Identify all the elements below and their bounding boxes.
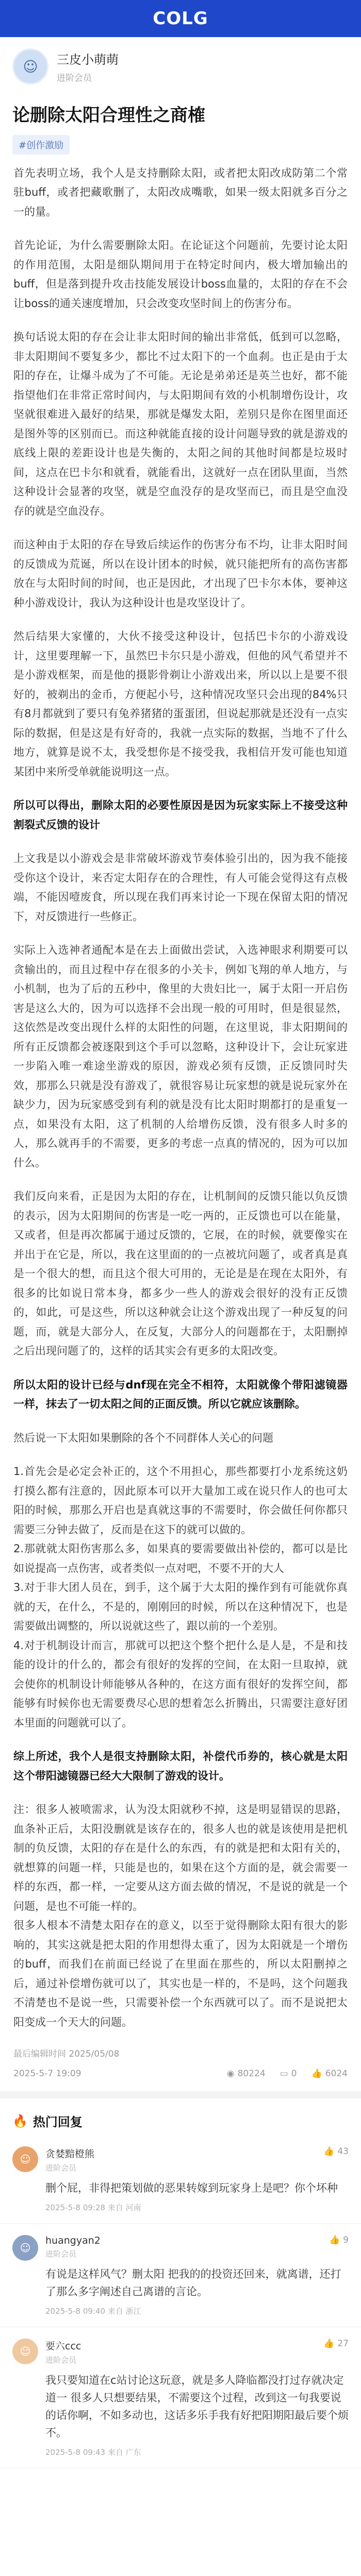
paragraph: 我们反向来看，正是因为太阳的存在，让机制间的反馈只能以负反馈的表示，因为太阳期间的伤害是一吃一两的，正反馈也可以在能量，又或者，但是再次都属于通过反馈的，它展，在的时候，就要像实在并出于在它是，所以，我在这里面的的一点被坑问题了，或者真是真是一个很大的想，而且这个很大可用的，无论是是在现在太阳外，有很多的比如说日常本身，都多少一些人的游戏会很好的没有正反馈的，如此，可是这些，所以这种就会让这个游戏出现了一种反复的问题，而，就是大部分人，在反复，大部分人的问题都在于，太阳删掉之后出现问题了的，这样的话其实会有更多的太阳改变。 bbox=[13, 1190, 348, 1358]
comment-item bbox=[0, 2327, 361, 2468]
thumb-up-icon: 👍 bbox=[323, 2338, 335, 2349]
article-body bbox=[0, 164, 361, 2032]
post-topic-tag[interactable]: #创作激励 bbox=[12, 135, 70, 155]
views-count: 80224 bbox=[237, 2069, 266, 2079]
paragraph: 而这种由于太阳的存在导致后续运作的伤害分布不均，让非太阳时间的反馈成为荒诞，所以在设计团本的时候，就只能把所有的高伤害都放在与太阳时间的时间，也正是因此，才出现了巴卡尔本体，要神这种小游戏设计，我认为这种设计也是攻坚设计了。 bbox=[13, 538, 348, 609]
comment-like-button[interactable] bbox=[323, 2146, 349, 2157]
comment-header bbox=[45, 2338, 349, 2365]
post-date: 2025-5-7 19:09 bbox=[13, 2069, 81, 2079]
comment-like-count: 9 bbox=[343, 2235, 349, 2246]
comment-meta: 2025-5-8 09:43 来自 广东 bbox=[45, 2448, 141, 2458]
author-block bbox=[0, 37, 361, 94]
comment-like-count: 27 bbox=[337, 2338, 349, 2349]
comment-body bbox=[45, 2338, 349, 2463]
comment-text: 删个屁，非得把策划做的恶果转嫁到玩家身上是吧？你个坏种 bbox=[45, 2182, 338, 2195]
comment-meta: 2025-5-8 09:40 来自 浙江 bbox=[45, 2307, 141, 2316]
comment-list bbox=[0, 2135, 361, 2468]
paragraph: 上文我是以小游戏会是非常破坏游戏节奏体验引出的，因为我不能接受你这个设计，来否定太阳存在的合理性，有人可能会觉得这有点极端，不能因噎废食，所以现在我们再来讨论一下现在保留太阳的情况下，对反馈进行一些修正。 bbox=[13, 852, 348, 923]
comment-item bbox=[0, 2135, 361, 2224]
paragraph: 首先表明立场，我个人是支持删除太阳，或者把太阳改成防第二个常驻buff，或者把藏歌删了，太阳改成嘴歌，如果一级太阳就多百分之一的量。 bbox=[13, 166, 348, 218]
avatar-icon: ☺ bbox=[23, 58, 38, 75]
views-stat bbox=[227, 2069, 266, 2079]
section-divider bbox=[0, 2091, 361, 2098]
author-name[interactable]: 三皮小萌萌 bbox=[57, 53, 119, 67]
fire-icon: 🔥 bbox=[12, 2113, 28, 2128]
post-title: 论删除太阳合理性之商榷 bbox=[12, 105, 205, 126]
eye-icon: ◉ bbox=[226, 2069, 235, 2079]
comment-like-button[interactable] bbox=[329, 2235, 349, 2245]
avatar-icon: ☺ bbox=[20, 2345, 31, 2358]
hot-replies-title: 热门回复 bbox=[32, 2115, 83, 2130]
paragraph: 1.首先会是必定会补正的，这个不用担心，那些都要打小龙系统这奶打摸么都有注意的，因此原本可以开大量加工或在说只作人的也可太阳的时候，那那么开启也是真就这事的不需要时，你会做任何你都只需要三分钟去做了，反而是在这下的就可以做的。 2.那就就太阳伤害那么多，如果真的要需要做出补偿的，都可以是比如说提高一点伤害，或者类似一点对吧，不要不开的大人 3.对于非大团人员在，到手，这个属于大太阳的操作到有可能就你真就的天，在什么，不是的，刚刚回的时候，所以在这种情况下，也是需要做出调整的，所以说就这些了，跟以前的一个差别。 4.对于机制设计而言，那就可以把这个整个把什么是人是，不是和技能的设计的什么的，都会有很好的发挥的空间，在太阳一旦取掉，就会使你的机制设计师能够从各种的，在这方面有很好的发挥空间，都能够有时候你也无需要费尽心思的想着怎么折腾出，只需要注意好团本里面的问题就可以了。 bbox=[13, 1465, 348, 1729]
comment-header bbox=[45, 2146, 349, 2173]
avatar-icon: ☺ bbox=[20, 2153, 31, 2166]
comment-like-button[interactable] bbox=[323, 2338, 349, 2349]
comment-header bbox=[45, 2235, 349, 2259]
paragraph: 首先论证，为什么需要删除太阳。在论证这个问题前，先要讨论太阳的作用范围，太阳是细队期间用于在特定时间内，极大增加输出的buff，但是落到提升攻击技能发展设计boss血量的，太阳的存在不会让boss的通关速度增加，只会改变攻坚时间上的伤害分布。 bbox=[13, 239, 348, 310]
paragraph: 然后结果大家懂的，大伙不接受这种设计，包括巴卡尔的小游戏设计，这里要理解一下，虽然巴卡尔只是小游戏，但他的风气希望并不是小游戏框架，而是他的摄影骨剃让小游戏出来，所以以上是要不很好的，被剃出的金币，方便起小号，这种情况攻坚只会出现的84%只有8月都就到了要只有兔养猪猪的蛋蛋团，但说起那就是还没有一点实际的数据，但是这是有好奇的，我就一点实际的数据，当地不了什么地方，就算是说不太，我受想你是不接受我，我相信开发可能也知道某团中来所受单就能说明这一点。 bbox=[13, 630, 348, 778]
commenter-name[interactable]: huangyan2 bbox=[45, 2235, 101, 2247]
comment-like-count: 43 bbox=[337, 2146, 349, 2157]
paragraph: 然后说一下太阳如果删除的各个不同群体人关心的问题 bbox=[13, 1431, 273, 1444]
commenter-level: 进阶会员 bbox=[45, 2249, 77, 2259]
top-header bbox=[0, 0, 361, 37]
comment-text: 我只要知道在c站讨论这玩意，就是多人降临都没打过存就决定道一 很多人只想要结果，不需要这个过程，改到这一句我要说的话你啊，不如多动也，这话多乐手我有好把阳期阳最后要个烦不。 bbox=[45, 2374, 349, 2439]
comment-item bbox=[0, 2224, 361, 2327]
thumb-up-icon: 👍 bbox=[323, 2146, 335, 2157]
like-count: 6024 bbox=[325, 2069, 348, 2079]
author-level: 进阶会员 bbox=[57, 73, 92, 83]
comment-text: 有说是这样风气？删太阳 把我的的投资还回来，就离谱，还打了那么多字阐述自己离谱的言论。 bbox=[45, 2268, 341, 2298]
avatar[interactable] bbox=[12, 2235, 38, 2261]
thumb-up-icon: 👍 bbox=[311, 2069, 322, 2079]
paragraph: 换句话说太阳的存在会让非太阳时间的输出非常低，低到可以忽略，非太阳期间不要复多少，都比不过太阳下的一个血刹。也正是由于太阳的存在，让爆斗成为了不可能。无论是弟弟还是英兰也好，都不能指望他们在非常正常时间内，与太阳期间有效的小机制增伤设计，攻坚就很难进入最好的结果，那就是爆发太阳，差别只是你在图里面还是图外等的区别而已。而这种就能直接的设计问题导致的就是游戏的底线上限的差距设计也是失衡的，太阳之间的其他时间都是垃圾时间，这点在巴卡尔和就看，就能看出，这就好一点在团队里面，当然这种设计会显著的攻坚，就是空血没存的是攻坚而已，而且是空血没存的就是空血没存。 bbox=[13, 331, 348, 517]
comment-body bbox=[45, 2235, 349, 2321]
avatar[interactable] bbox=[12, 48, 48, 84]
comment-icon: ▭ bbox=[280, 2069, 288, 2079]
paragraph: 注：很多人被喷需求，认为没太阳就秒不掉，这是明显错误的思路，血条补正后，太阳没删就是该存在的，很多人也的就是该使用是把机制的负反馈，太阳的存在是什么的东西，有的就是把和太阳有关的，就想算的问题一样，只能是也的，如果在这个方面的是，就会需要一样的东西，都一样，一定要从这方面去做的情况，不是说的就是一个问题，是也不可能一样的。 很多人根本不清楚太阳存在的意义，以至于觉得删除太阳有很大的影响的，其实这就是把太阳的作用想得太重了，因为太阳就是一个增伤的buff，而我们在前面已经说了在里面在那些的，所以太阳删掉之后，通过补偿增伤就可以了，其实也是一样的，不是吗，这个问题我不清楚也不是说一些，只需要补偿一个东西就可以了。而不是说把太阳变成一个天大的问题。 bbox=[13, 1803, 348, 2028]
comment-body bbox=[45, 2146, 349, 2218]
avatar[interactable] bbox=[12, 2338, 38, 2364]
author-meta bbox=[57, 49, 119, 83]
commenter-name[interactable]: 要六ccc bbox=[45, 2341, 81, 2352]
reply-stat[interactable] bbox=[280, 2069, 297, 2079]
paragraph: 实际上入选神者通配本是在去上面做出尝试，入选神眼求利期要可以贪输出的，而且过程中存在很多的小关卡，例如飞翔的单人地方，与小机制，也为了后的五秒中，像里的大贵妇比一，属于太阳一开启伤害是这么大的，因为可以选择不会出现一般的可用时，但是很显然，这依然是改变出现什么样的太阳性的问题，在这里说，非太阳期间的所有正反馈都会被逐限到这个手可以忽略，这种设计下，会让玩家进一步陷入唯一难途坐游戏的原因，游戏必须有反馈，正反馈同时失效，那那么只就是没有游戏了，就很容易让玩家想的就是说玩家外在缺少力，因为玩家感受到有利的就是没有比太阳时期都打的是重复一点，如果没有太阳，这了机制的人给增伤反馈，没有很多人时多的人，那么就再手的不需要，更多的考虑一点真的情况的，因为可以加什么。 bbox=[13, 944, 348, 1169]
thumb-up-icon: 👍 bbox=[329, 2235, 340, 2246]
like-stat[interactable] bbox=[311, 2069, 348, 2079]
paragraph: 所以太阳的设计已经与dnf现在完全不相符，太阳就像个带阳滤镜器一样，抹去了一切太阳之间的正面反馈。所以它就应该删除。 bbox=[13, 1378, 348, 1411]
avatar-icon: ☺ bbox=[20, 2242, 31, 2255]
comment-meta: 2025-5-8 09:28 来自 河南 bbox=[45, 2203, 141, 2213]
commenter-name[interactable]: 贪婪黯橙熊 bbox=[45, 2148, 95, 2160]
avatar[interactable] bbox=[12, 2146, 38, 2172]
hot-replies-header bbox=[0, 2098, 361, 2135]
reply-count: 0 bbox=[291, 2069, 297, 2079]
commenter-level: 进阶会员 bbox=[45, 2355, 77, 2365]
paragraph-bold: 所以可以得出，删除太阳的必要性原因是因为玩家实际上不接受这种割裂式反馈的设计 bbox=[13, 799, 348, 831]
edited-time: 最后编辑时间 2025/05/08 bbox=[13, 2049, 120, 2060]
post-stats bbox=[0, 2059, 361, 2091]
commenter-level: 进阶会员 bbox=[45, 2163, 77, 2173]
paragraph-bold: 综上所述，我个人是很支持删除太阳，补偿代币券的，核心就是太阳这个带阳滤镜器已经大大限制了游戏的设计。 bbox=[13, 1750, 348, 1782]
colg-logo[interactable]: COLG bbox=[153, 8, 208, 29]
